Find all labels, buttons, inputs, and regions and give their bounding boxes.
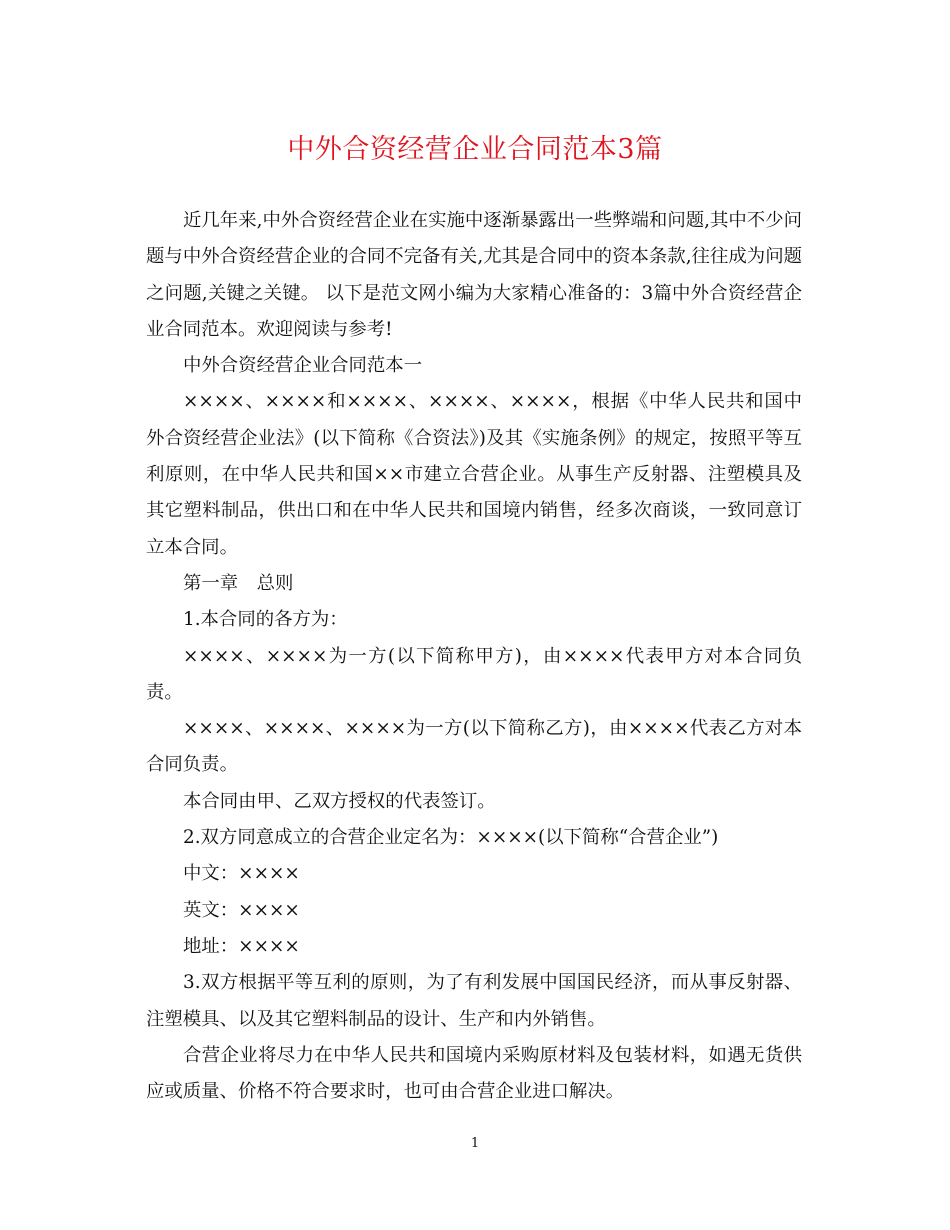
- english-name-line: 英文：××××: [183, 899, 300, 921]
- procurement-paragraph: 合营企业将尽力在中华人民共和国境内采购原材料及包装材料，如遇无货供应或质量、价格不符合要求时，也可由合营企业进口解决。: [146, 1044, 802, 1103]
- party-b-paragraph: ××××、××××、××××为一方(以下简称乙方)，由××××代表乙方对本合同负责。: [146, 718, 802, 776]
- chapter-heading: 第一章 总则: [183, 572, 294, 594]
- preamble-paragraph: ××××、××××和××××、××××、××××，根据《中华人民共和国中外合资经营企业法》(以下简称《合资法》)及其《实施条例》的规定，按照平等互利原则，在中华人民共和国××市建立合营企业。从事生产反射器、注塑模具及其它塑料制品，供出口和在中华人民共和国境内销售，经多次商谈，一致同意订立本合同。: [146, 391, 802, 558]
- party-a-paragraph: ××××、××××为一方(以下简称甲方)，由××××代表甲方对本合同负责。: [146, 645, 802, 703]
- page-number: 1: [470, 1136, 480, 1151]
- signing-paragraph: 本合同由甲、乙双方授权的代表签订。: [183, 790, 496, 812]
- clause-2-paragraph: 2.双方同意成立的合营企业定名为：××××(以下简称“合营企业”): [183, 827, 719, 849]
- chinese-name-line: 中文：××××: [183, 863, 300, 885]
- document-title: 中外合资经营企业合同范本3篇: [287, 134, 663, 165]
- section-heading-contract-one: 中外合资经营企业合同范本一: [183, 355, 423, 377]
- clause-3-paragraph: 3.双方根据平等互利的原则，为了有利发展中国国民经济，而从事反射器、注塑模具、以及其它塑料制品的设计、生产和内外销售。: [146, 972, 802, 1030]
- address-line: 地址：××××: [183, 935, 300, 957]
- clause-1-heading: 1.本合同的各方为：: [183, 609, 348, 631]
- intro-paragraph: 近几年来,中外合资经营企业在实施中逐渐暴露出一些弊端和问题,其中不少问题与中外合资经营企业的合同不完备有关,尤其是合同中的资本条款,往往成为问题之问题,关键之关键。 以下是范文网小编为大家精心准备的：3篇中外合资经营企业合同范本。欢迎阅读与参考!: [146, 210, 802, 340]
- document-body: [146, 203, 802, 1110]
